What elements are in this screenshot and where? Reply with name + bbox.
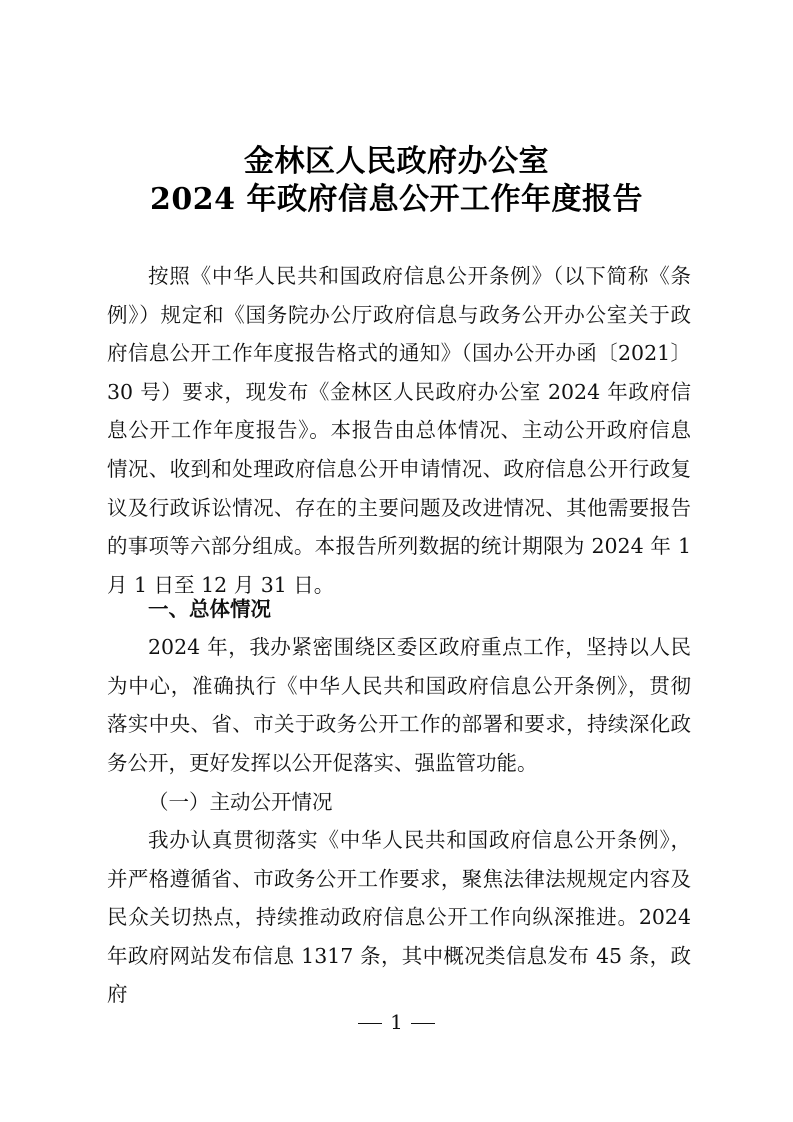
document-title-line1: 金林区人民政府办公室 [244,144,549,179]
subsection-heading-proactive: （一）主动公开情况 [148,790,333,814]
subsection-paragraph-proactive: 我办认真贯彻落实《中华人民共和国政府信息公开条例》，并严格遵循省、市政务公开工作要求，聚焦法律法规规定内容及民众关切热点，持续推动政府信息公开工作向纵深推进。2024 年政府网站发布信息 1317 条，其中概况类信息发布 45 条，政府 [107,828,691,1007]
footer-dash-right [411,1023,435,1024]
section-heading-overview: 一、总体情况 [148,597,271,621]
intro-paragraph: 按照《中华人民共和国政府信息公开条例》（以下简称《条例》）规定和《国务院办公厅政府信息与政务公开办公室关于政府信息公开工作年度报告格式的通知》（国办公开办函〔2021〕30 号）要求，现发布《金林区人民政府办公室 2024 年政府信息公开工作年度报告》。本报告由总体情况、主动公开政府信息情况、收到和处理政府信息公开申请情况、政府信息公开行政复议及行政诉讼情况、存在的主要问题及改进情况、其他需要报告的事项等六部分组成。本报告所列数据的统计期限为 2024 年 1 月 1 日至 12 月 31 日。 [107,264,691,597]
page-footer [0,1007,793,1037]
page-number: 1 [390,1010,403,1034]
footer-dash-left [358,1023,382,1024]
document-title-line2: 2024 年政府信息公开工作年度报告 [150,182,643,217]
section-paragraph-overview: 2024 年，我办紧密围绕区委区政府重点工作，坚持以人民为中心，准确执行《中华人民共和国政府信息公开条例》，贯彻落实中央、省、市关于政务公开工作的部署和要求，持续深化政务公开，更好发挥以公开促落实、强监管功能。 [107,635,691,775]
